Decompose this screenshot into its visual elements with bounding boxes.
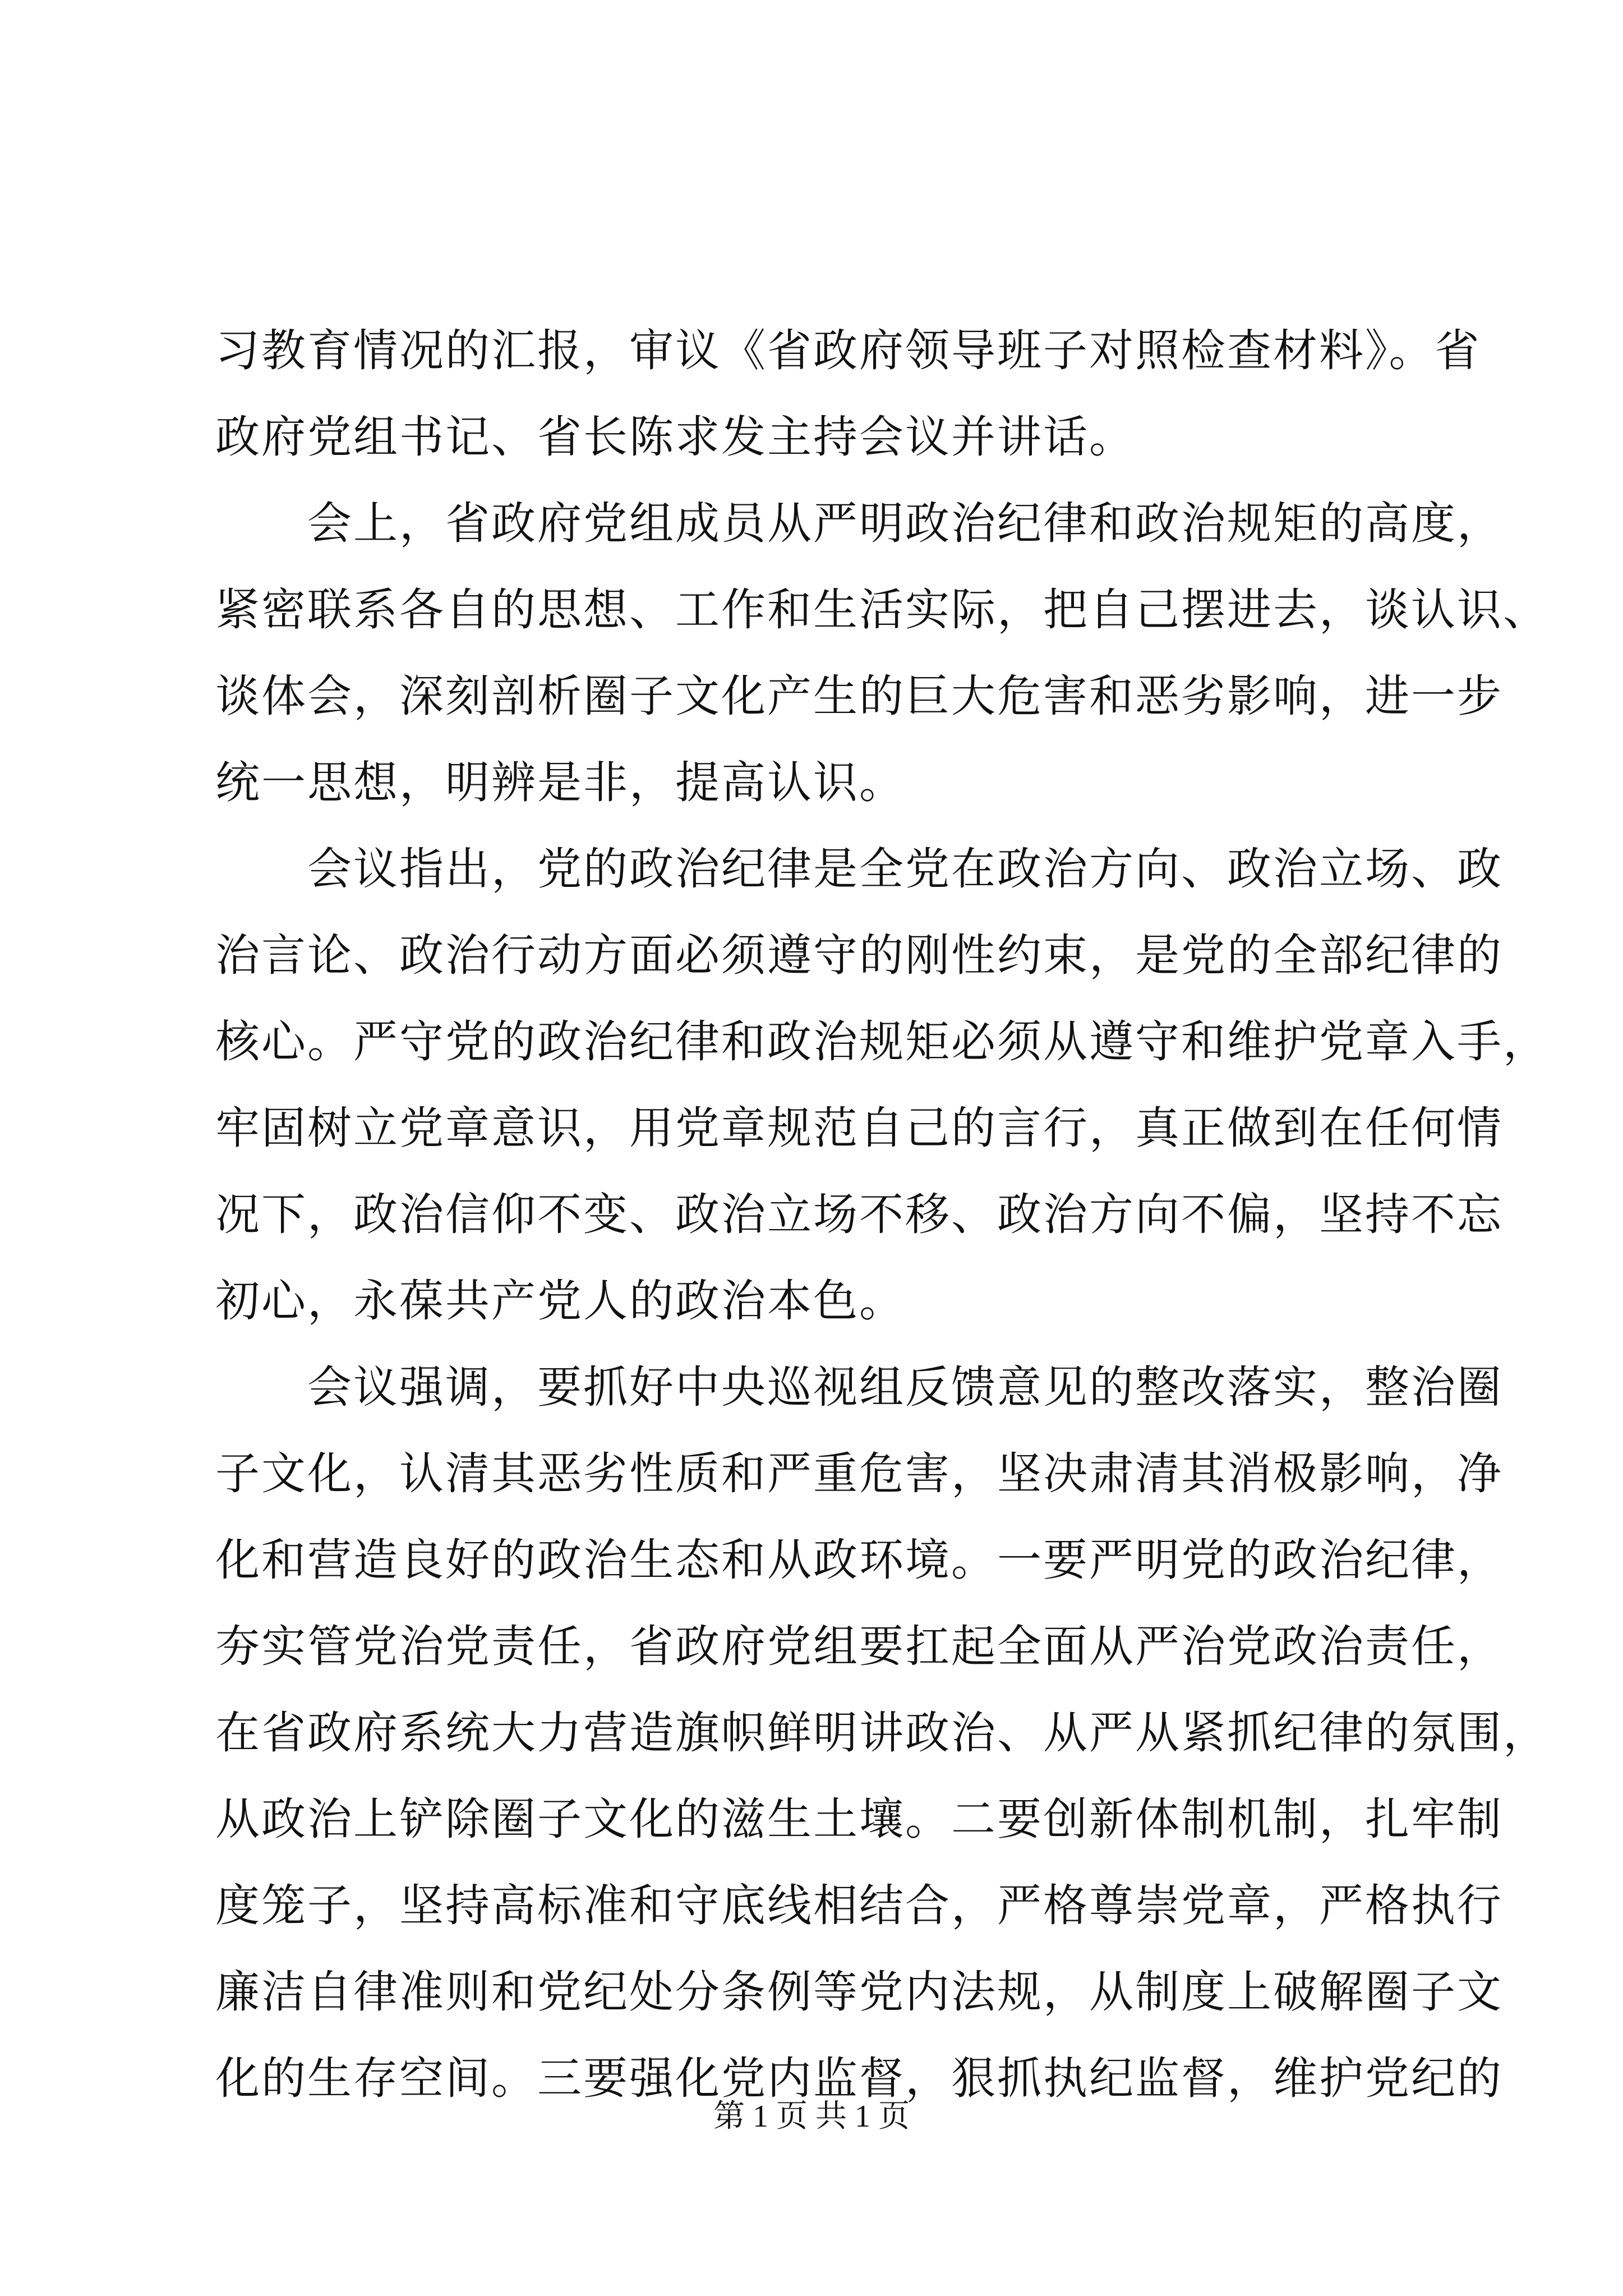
text-line: 初心，永葆共产党人的政治本色。 [215,1275,905,1327]
text-line: 统一思想，明辨是非，提高认识。 [215,757,905,808]
text-line: 在省政府系统大力营造旗帜鲜明讲政治、从严从紧抓纪律的氛围， [215,1707,1549,1759]
text-line: 廉洁自律准则和党纪处分条例等党内法规，从制度上破解圈子文 [215,1966,1503,2018]
page-number-footer: 第 1 页 共 1 页 [713,2099,910,2134]
text-line: 度笼子，坚持高标准和守底线相结合，严格尊崇党章，严格执行 [215,1880,1503,1931]
text-line: 子文化，认清其恶劣性质和严重危害，坚决肃清其消极影响，净 [215,1448,1503,1499]
text-line: 从政治上铲除圈子文化的滋生土壤。二要创新体制机制，扎牢制 [215,1793,1503,1845]
text-line: 会议指出，党的政治纪律是全党在政治方向、政治立场、政 [215,843,1503,895]
text-line: 紧密联系各自的思想、工作和生活实际，把自己摆进去，谈认识、 [215,584,1549,636]
text-line: 谈体会，深刻剖析圈子文化产生的巨大危害和恶劣影响，进一步 [215,670,1503,722]
text-line: 治言论、政治行动方面必须遵守的刚性约束，是党的全部纪律的 [215,930,1503,981]
text-line: 化和营造良好的政治生态和从政环境。一要严明党的政治纪律， [215,1534,1503,1586]
text-line: 况下，政治信仰不变、政治立场不移、政治方向不偏，坚持不忘 [215,1189,1503,1240]
text-line: 化的生存空间。三要强化党内监督，狠抓执纪监督，维护党纪的 [215,2053,1503,2104]
body-text [215,307,1549,2122]
text-line: 牢固树立党章意识，用党章规范自己的言行，真正做到在任何情 [215,1102,1503,1154]
text-line: 会上，省政府党组成员从严明政治纪律和政治规矩的高度， [215,498,1503,549]
text-line: 习教育情况的汇报，审议《省政府领导班子对照检查材料》。省 [215,325,1481,376]
text-line: 政府党组书记、省长陈求发主持会议并讲话。 [215,411,1135,463]
text-line: 核心。严守党的政治纪律和政治规矩必须从遵守和维护党章入手， [215,1016,1549,1068]
text-line: 会议强调，要抓好中央巡视组反馈意见的整改落实，整治圈 [215,1361,1503,1413]
text-line: 夯实管党治党责任，省政府党组要扛起全面从严治党政治责任， [215,1621,1503,1672]
